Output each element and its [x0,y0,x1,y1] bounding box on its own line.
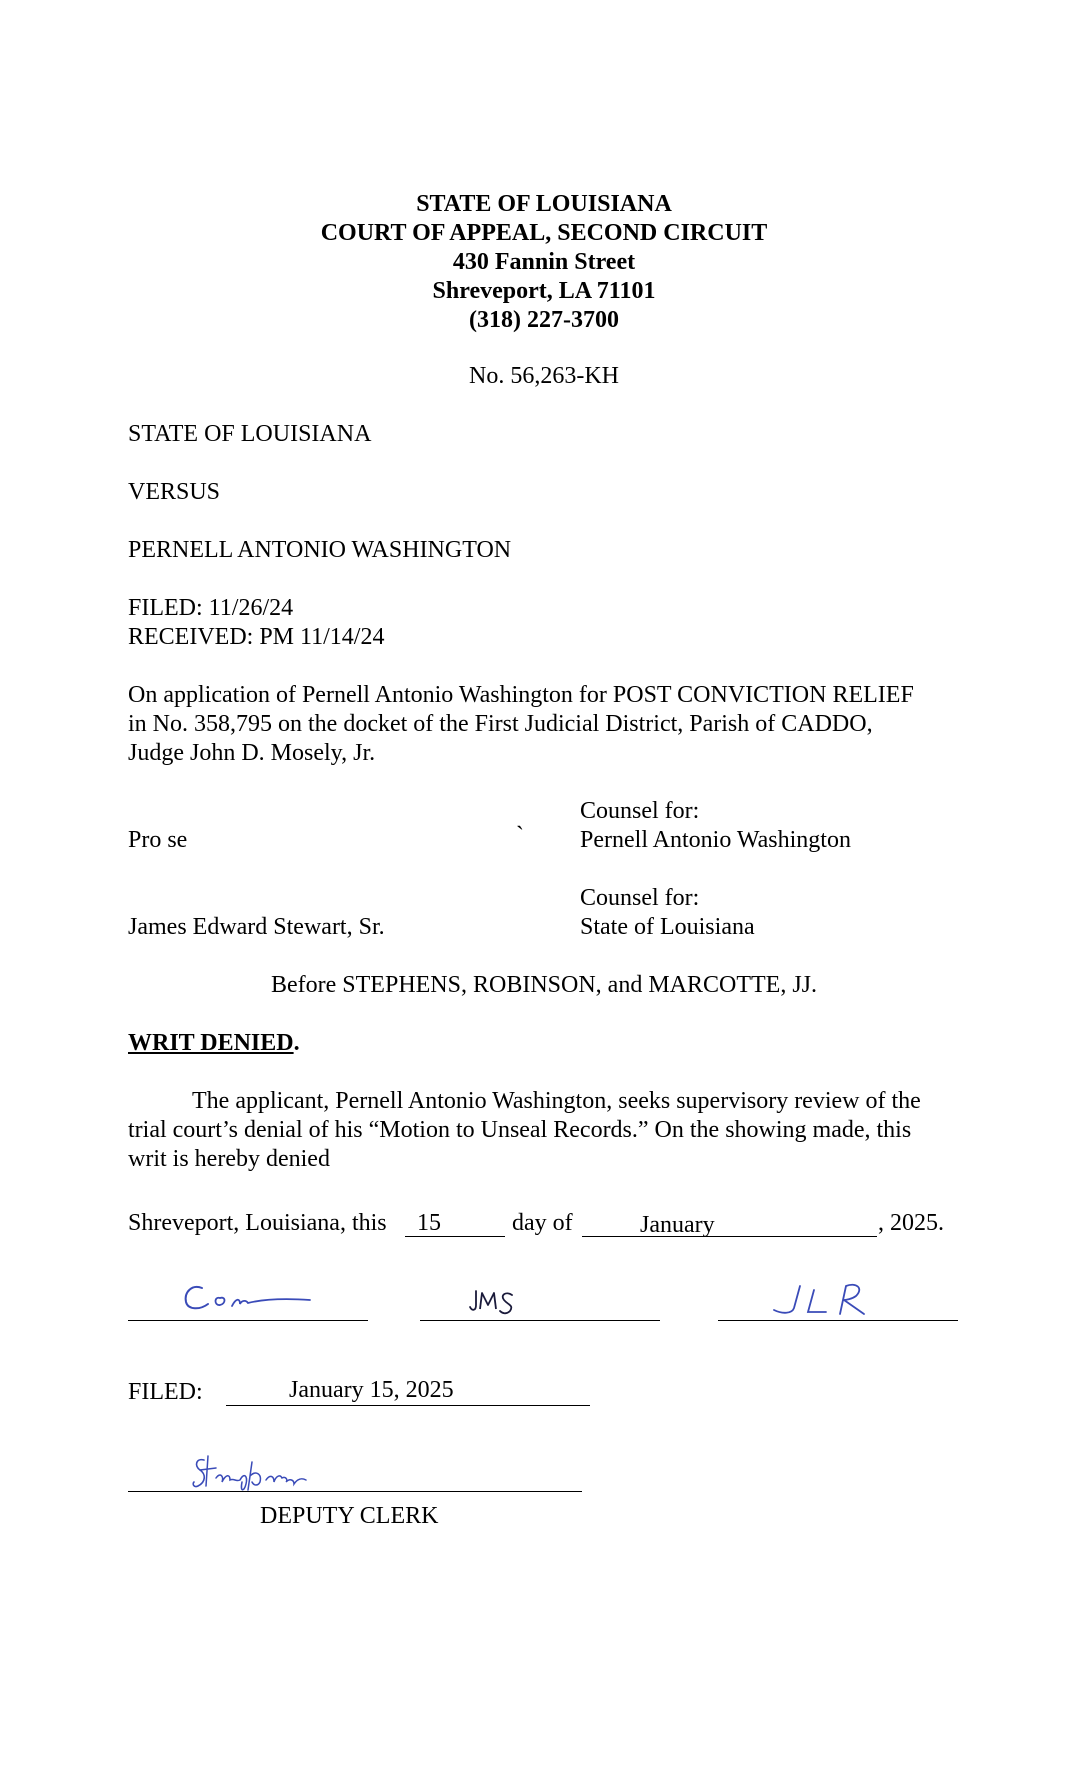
panel: Before STEPHENS, ROBINSON, and MARCOTTE, JJ. [271,972,817,998]
docket-number: No. 56,263-KH [469,363,619,389]
judge-signature-line [128,1320,368,1321]
date-line-year: , 2025. [878,1210,944,1236]
counsel-name: James Edward Stewart, Sr. [128,914,385,940]
counsel-party: Pernell Antonio Washington [580,827,851,853]
counsel-for-label: Counsel for: [580,885,700,911]
counsel-name: Pro se [128,827,188,853]
caption-defendant: PERNELL ANTONIO WASHINGTON [128,537,512,563]
clerk-signature [190,1452,320,1494]
header-court: COURT OF APPEAL, SECOND CIRCUIT [320,220,768,246]
body-line: writ is hereby denied [128,1146,330,1172]
clerk-title: DEPUTY CLERK [260,1503,439,1529]
header-state: STATE OF LOUISIANA [416,191,672,217]
date-line-month: January [640,1212,715,1238]
judge-signature-1 [180,1278,320,1318]
counsel-party: State of Louisiana [580,914,755,940]
ruling-period: . [293,1030,300,1056]
filed-date: FILED: 11/26/24 [128,595,294,621]
ruling [128,1029,300,1058]
filed-label: FILED: [128,1379,203,1405]
application-line: Judge John D. Mosely, Jr. [128,740,376,766]
caption-versus: VERSUS [128,479,221,505]
received-date: RECEIVED: PM 11/14/24 [128,624,385,650]
header-city: Shreveport, LA 71101 [432,278,656,304]
caption-plaintiff: STATE OF LOUISIANA [128,421,372,447]
counsel-stray-mark: ` [516,823,524,849]
ruling-label: WRIT DENIED [128,1030,294,1056]
filed-rule [226,1405,590,1406]
judge-signature-3 [760,1280,880,1320]
judge-signature-line [718,1320,958,1321]
application-line: On application of Pernell Antonio Washington for POST CONVICTION RELIEF [128,682,914,708]
date-line-prefix: Shreveport, Louisiana, this [128,1210,387,1236]
body-line: The applicant, Pernell Antonio Washington, seeks supervisory review of the [192,1088,921,1114]
date-line-mid: day of [512,1210,573,1236]
counsel-for-label: Counsel for: [580,798,700,824]
body-line: trial court’s denial of his “Motion to Unseal Records.” On the showing made, this [128,1117,912,1143]
header-phone: (318) 227-3700 [469,307,619,333]
judge-signature-line [420,1320,660,1321]
date-line-day: 15 [417,1210,441,1236]
clerk-signature-line [128,1491,582,1492]
application-line: in No. 358,795 on the docket of the First Judicial District, Parish of CADDO, [128,711,873,737]
judge-signature-2 [468,1285,528,1319]
header-street: 430 Fannin Street [452,249,636,275]
month-rule [582,1236,877,1237]
filed-date-value: January 15, 2025 [289,1377,454,1403]
